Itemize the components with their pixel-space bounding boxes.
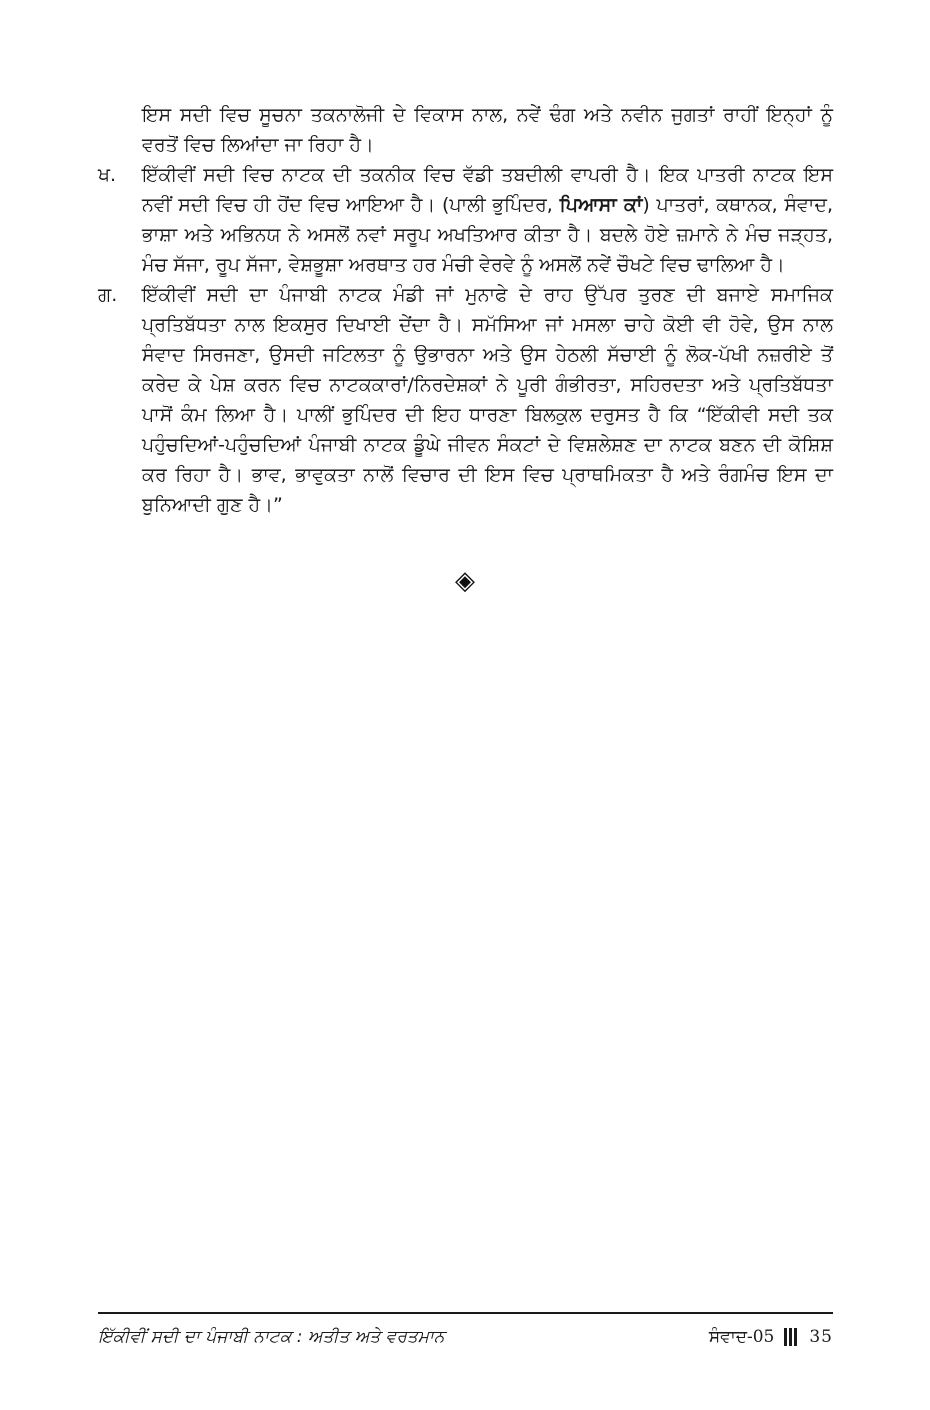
page-body [98,100,833,520]
list-item-kha [98,160,833,280]
list-item-ga [98,280,833,520]
text-segment: ) ਪਾਤਰਾਂ, ਕਥਾਨਕ, ਸੰਵਾਦ, ਭਾਸ਼ਾ ਅਤੇ ਅਭਿਨਯ ਨੇ ਅਸਲੋਂ ਨਵਾਂ ਸਰੂਪ ਅਖਤਿਆਰ ਕੀਤਾ ਹੈ। ਬਦਲੇ ਹੋਏ ਜ਼ਮਾਨੇ ਨੇ ਮੰਚ ਜੜ੍ਹਤ, ਮੰਚ ਸੱਜਾ, ਰੂਪ ਸੱਜਾ, ਵੇਸ਼ਭੂਸ਼ਾ ਅਰਥਾਤ ਹਰ ਮੰਚੀ ਵੇਰਵੇ ਨੂੰ ਅਸਲੋਂ ਨਵੇਂ ਚੌਖਟੇ ਵਿਚ ਢਾਲਿਆ ਹੈ। [142,194,833,276]
footer-issue-label: ਸੰਵਾਦ-05 [708,1327,775,1347]
list-item-text [142,160,833,280]
bold-play-title: ਪਿਆਸਾ ਕਾਂ [559,194,643,216]
intro-paragraph: ਇਸ ਸਦੀ ਵਿਚ ਸੂਚਨਾ ਤਕਨਾਲੋਜੀ ਦੇ ਵਿਕਾਸ ਨਾਲ, ਨਵੇਂ ਢੰਗ ਅਤੇ ਨਵੀਨ ਜੁਗਤਾਂ ਰਾਹੀਂ ਇਨ੍ਹਾਂ ਨੂੰ ਵਰਤੋਂ ਵਿਚ ਲਿਆਂਦਾ ਜਾ ਰਿਹਾ ਹੈ। [142,104,833,156]
list-item-text: ਇੱਕੀਵੀਂ ਸਦੀ ਦਾ ਪੰਜਾਬੀ ਨਾਟਕ ਮੰਡੀ ਜਾਂ ਮੁਨਾਫੇ ਦੇ ਰਾਹ ਉੱਪਰ ਤੁਰਣ ਦੀ ਬਜਾਏ ਸਮਾਜਿਕ ਪ੍ਰਤਿਬੱਧਤਾ ਨਾਲ ਇਕਸੁਰ ਦਿਖਾਈ ਦੇਂਦਾ ਹੈ। ਸਮੱਸਿਆ ਜਾਂ ਮਸਲਾ ਚਾਹੇ ਕੋਈ ਵੀ ਹੋਵੇ, ਉਸ ਨਾਲ ਸੰਵਾਦ ਸਿਰਜਣਾ, ਉਸਦੀ ਜਟਿਲਤਾ ਨੂੰ ਉਭਾਰਨਾ ਅਤੇ ਉਸ ਹੇਠਲੀ ਸੱਚਾਈ ਨੂੰ ਲੋਕ-ਪੱਖੀ ਨਜ਼ਰੀਏ ਤੋਂ ਕਰੇਦ ਕੇ ਪੇਸ਼ ਕਰਨ ਵਿਚ ਨਾਟਕਕਾਰਾਂ/ਨਿਰਦੇਸ਼ਕਾਂ ਨੇ ਪੂਰੀ ਗੰਭੀਰਤਾ, ਸਹਿਰਦਤਾ ਅਤੇ ਪ੍ਰਤਿਬੱਧਤਾ ਪਾਸੋਂ ਕੰਮ ਲਿਆ ਹੈ। ਪਾਲੀਂ ਭੁਪਿੰਦਰ ਦੀ ਇਹ ਧਾਰਣਾ ਬਿਲਕੁਲ ਦਰੁਸਤ ਹੈ ਕਿ “ਇੱਕੀਵੀ ਸਦੀ ਤਕ ਪਹੁੰਚਦਿਆਂ-ਪਹੁੰਚਦਿਆਂ ਪੰਜਾਬੀ ਨਾਟਕ ਡੂੰਘੇ ਜੀਵਨ ਸੰਕਟਾਂ ਦੇ ਵਿਸ਼ਲੇਸ਼ਣ ਦਾ ਨਾਟਕ ਬਣਨ ਦੀ ਕੋਸ਼ਿਸ਼ ਕਰ ਰਿਹਾ ਹੈ। ਭਾਵ, ਭਾਵੁਕਤਾ ਨਾਲੋਂ ਵਿਚਾਰ ਦੀ ਇਸ ਵਿਚ ਪ੍ਰਾਥਮਿਕਤਾ ਹੈ ਅਤੇ ਰੰਗਮੰਚ ਇਸ ਦਾ ਬੁਨਿਆਦੀ ਗੁਣ ਹੈ।” [142,284,833,516]
section-ornament-icon: ◈ [455,566,475,596]
list-marker: ਖ. [98,164,117,186]
footer-right [709,1327,833,1347]
text-segment: ਇੱਕੀਵੀਂ ਸਦੀ ਵਿਚ ਨਾਟਕ ਦੀ ਤਕਨੀਕ ਵਿਚ ਵੱਡੀ ਤਬਦੀਲੀ ਵਾਪਰੀ ਹੈ। ਇਕ ਪਾਤਰੀ ਨਾਟਕ ਇਸ ਨਵੀਂ ਸਦੀ ਵਿਚ ਹੀ ਹੋਂਦ ਵਿਚ ਆਇਆ ਹੈ। (ਪਾਲੀ ਭੁਪਿੰਦਰ, [142,164,833,216]
triple-bar-icon [784,1328,799,1346]
footer-divider [98,1312,833,1314]
page-footer [98,1320,833,1354]
footer-book-title: ਇੱਕੀਵੀਂ ਸਦੀ ਦਾ ਪੰਜਾਬੀ ਨਾਟਕ : ਅਤੀਤ ਅਤੇ ਵਰਤਮਾਨ [98,1327,445,1347]
page-number: 35 [809,1327,833,1347]
list-marker: ਗ. [98,284,118,306]
